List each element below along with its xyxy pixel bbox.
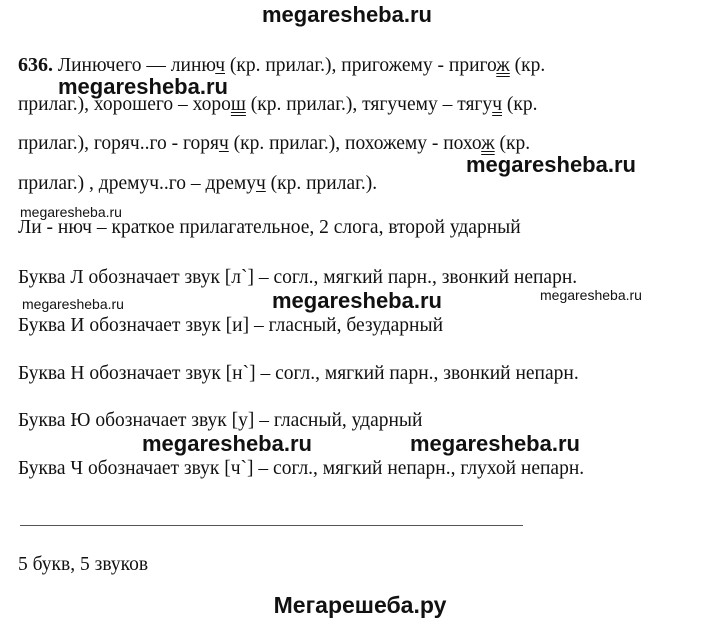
text-segment: прилаг.) , дремуч..го – дрему: [18, 173, 256, 194]
watermark-big: megaresheba.ru: [410, 431, 580, 456]
underlined-letter: ч: [218, 133, 229, 154]
footer-watermark: Мегарешеба.ру: [273, 592, 447, 618]
underlined-letter: ч: [255, 173, 266, 194]
summary: 5 букв, 5 звуков: [18, 554, 149, 575]
watermark-big: megaresheba.ru: [466, 152, 636, 177]
exercise-line-4-parts: [18, 173, 377, 194]
exercise-line-3-parts: [18, 133, 530, 154]
exercise-line-1: [18, 55, 545, 76]
exercise-line-1-parts: [53, 55, 545, 76]
text-segment: (кр.: [502, 94, 538, 115]
letter-analysis-line: Буква И обозначает звук [и] – гласный, безударный: [18, 315, 444, 336]
text-segment: (кр. прилаг.).: [265, 173, 378, 194]
exercise-number: 636.: [18, 54, 53, 76]
double-underlined-letter: ш: [230, 94, 246, 115]
text-segment: (кр.: [494, 133, 531, 154]
exercise-line-3: [18, 134, 530, 154]
text-segment: (кр. прилаг.), похожему - похо: [228, 133, 482, 154]
watermark-small: megaresheba.ru: [22, 296, 124, 312]
text-segment: (кр. прилаг.), тягучему – тягу: [245, 94, 493, 115]
watermark-big: megaresheba.ru: [58, 74, 228, 99]
text-segment: (кр. прилаг.), пригожему - приго: [225, 55, 497, 76]
watermark-small: megaresheba.ru: [540, 287, 642, 303]
underlined-letter: ч: [215, 55, 226, 76]
text-segment: Линючего — линю: [53, 55, 216, 76]
double-underlined-letter: ж: [496, 55, 510, 76]
watermark-big: megaresheba.ru: [272, 288, 442, 313]
syllable-analysis: Ли - нюч – краткое прилагательное, 2 слога, второй ударный: [18, 217, 521, 238]
text-segment: прилаг.), хорошего – хоро: [18, 94, 231, 115]
divider: [20, 525, 523, 526]
letter-analysis-line: Буква Н обозначает звук [н`] – согл., мягкий парн., звонкий непарн.: [18, 363, 579, 384]
letter-analysis-line: Буква Ю обозначает звук [у] – гласный, ударный: [18, 410, 423, 431]
letter-analysis-line: Буква Л обозначает звук [л`] – согл., мягкий парн., звонкий непарн.: [18, 267, 578, 288]
header-watermark: megaresheba.ru: [262, 2, 432, 27]
text-segment: (кр.: [509, 55, 546, 76]
letter-analysis-line: Буква Ч обозначает звук [ч`] – согл., мягкий непарн., глухой непарн.: [18, 458, 585, 479]
watermark-small: megaresheba.ru: [20, 204, 122, 220]
double-underlined-letter: ч: [492, 94, 502, 115]
double-underlined-letter: ж: [481, 133, 495, 154]
text-segment: прилаг.), горяч..го - горя: [18, 133, 219, 154]
exercise-line-4: [18, 174, 377, 194]
watermark-big: megaresheba.ru: [142, 431, 312, 456]
